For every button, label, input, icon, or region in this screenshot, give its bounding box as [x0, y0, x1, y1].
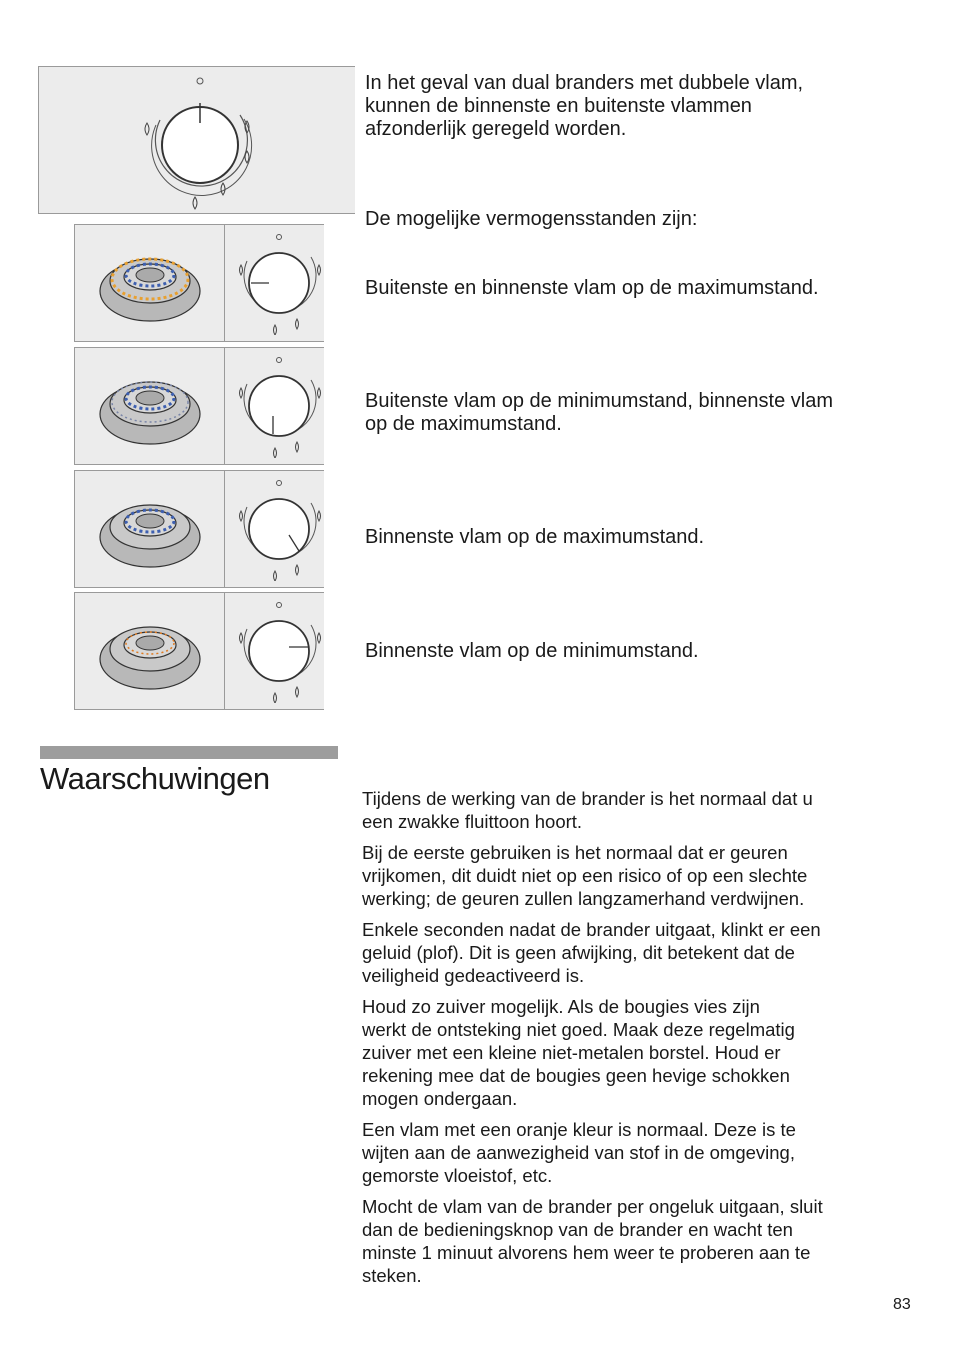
burner-icon: [95, 239, 205, 329]
control-knob-icon: [233, 477, 323, 581]
section-divider-bar: [40, 746, 338, 759]
intro-line: In het geval van dual branders met dubbele vlam,: [365, 72, 804, 94]
intro-line: kunnen de binnenste en buitenste vlammen: [365, 95, 752, 117]
position-3-text: [365, 526, 704, 549]
position-4-text: [365, 640, 699, 663]
warning-paragraph: Houd zo zuiver mogelijk. Als de bougies vies zijn werkt de ontsteking niet goed. Maak deze regelmatig zuiver met een kleine niet-metalen borstel. Houd er rekening mee dat de bougies geen hevige schokken mogen ondergaan.: [362, 996, 795, 1109]
position-label: Binnenste vlam op de maximumstand.: [365, 526, 705, 548]
warning-paragraph: Een vlam met een oranje kleur is normaal. Deze is te wijten aan de aanwezigheid van stof in de omgeving, gemorste vloeistof, etc.: [362, 1119, 796, 1186]
burner-icon: [95, 485, 205, 575]
intro-text: [365, 72, 803, 141]
burner-position-4: [74, 592, 324, 710]
dual-knob-illustration: [38, 66, 355, 214]
position-1-text: [365, 277, 819, 300]
control-knob-icon: [233, 354, 323, 458]
burner-icon: [95, 607, 205, 697]
position-label: Buitenste en binnenste vlam op de maximumstand.: [365, 277, 819, 299]
burner-icon: [95, 362, 205, 452]
warning-paragraph: Tijdens de werking van de brander is het normaal dat u een zwakke fluittoon hoort.: [362, 788, 813, 832]
position-label: op de maximumstand.: [365, 413, 562, 435]
control-knob-icon: [233, 599, 323, 703]
page-number: 83: [893, 1296, 911, 1313]
warning-paragraph: Mocht de vlam van de brander per ongeluk uitgaan, sluit dan de bedieningsknop van de brander en wacht ten minste 1 minuut alvorens hem weer te proberen aan te steken.: [362, 1196, 823, 1286]
section-title: Waarschuwingen: [40, 761, 270, 796]
position-label: Binnenste vlam op de minimumstand.: [365, 640, 699, 662]
control-knob-icon: [233, 231, 323, 335]
warning-paragraph: Enkele seconden nadat de brander uitgaat, klinkt er een geluid (plof). Dit is geen afwijking, dit betekent dat de veiligheid gedeactiveerd is.: [362, 919, 821, 986]
control-knob-icon: [135, 75, 265, 211]
position-label: Buitenste vlam op de minimumstand, binnenste vlam: [365, 390, 834, 412]
warnings-body: [362, 787, 892, 1295]
positions-heading: De mogelijke vermogensstanden zijn:: [365, 208, 698, 230]
burner-position-1: [74, 224, 324, 342]
intro-line: afzonderlijk geregeld worden.: [365, 118, 627, 140]
position-2-text: [365, 390, 833, 436]
warning-paragraph: Bij de eerste gebruiken is het normaal dat er geuren vrijkomen, dit duidt niet op een risico of op een slechte werking; de geuren zullen langzamerhand verdwijnen.: [362, 842, 808, 909]
burner-position-3: [74, 470, 324, 588]
burner-position-2: [74, 347, 324, 465]
